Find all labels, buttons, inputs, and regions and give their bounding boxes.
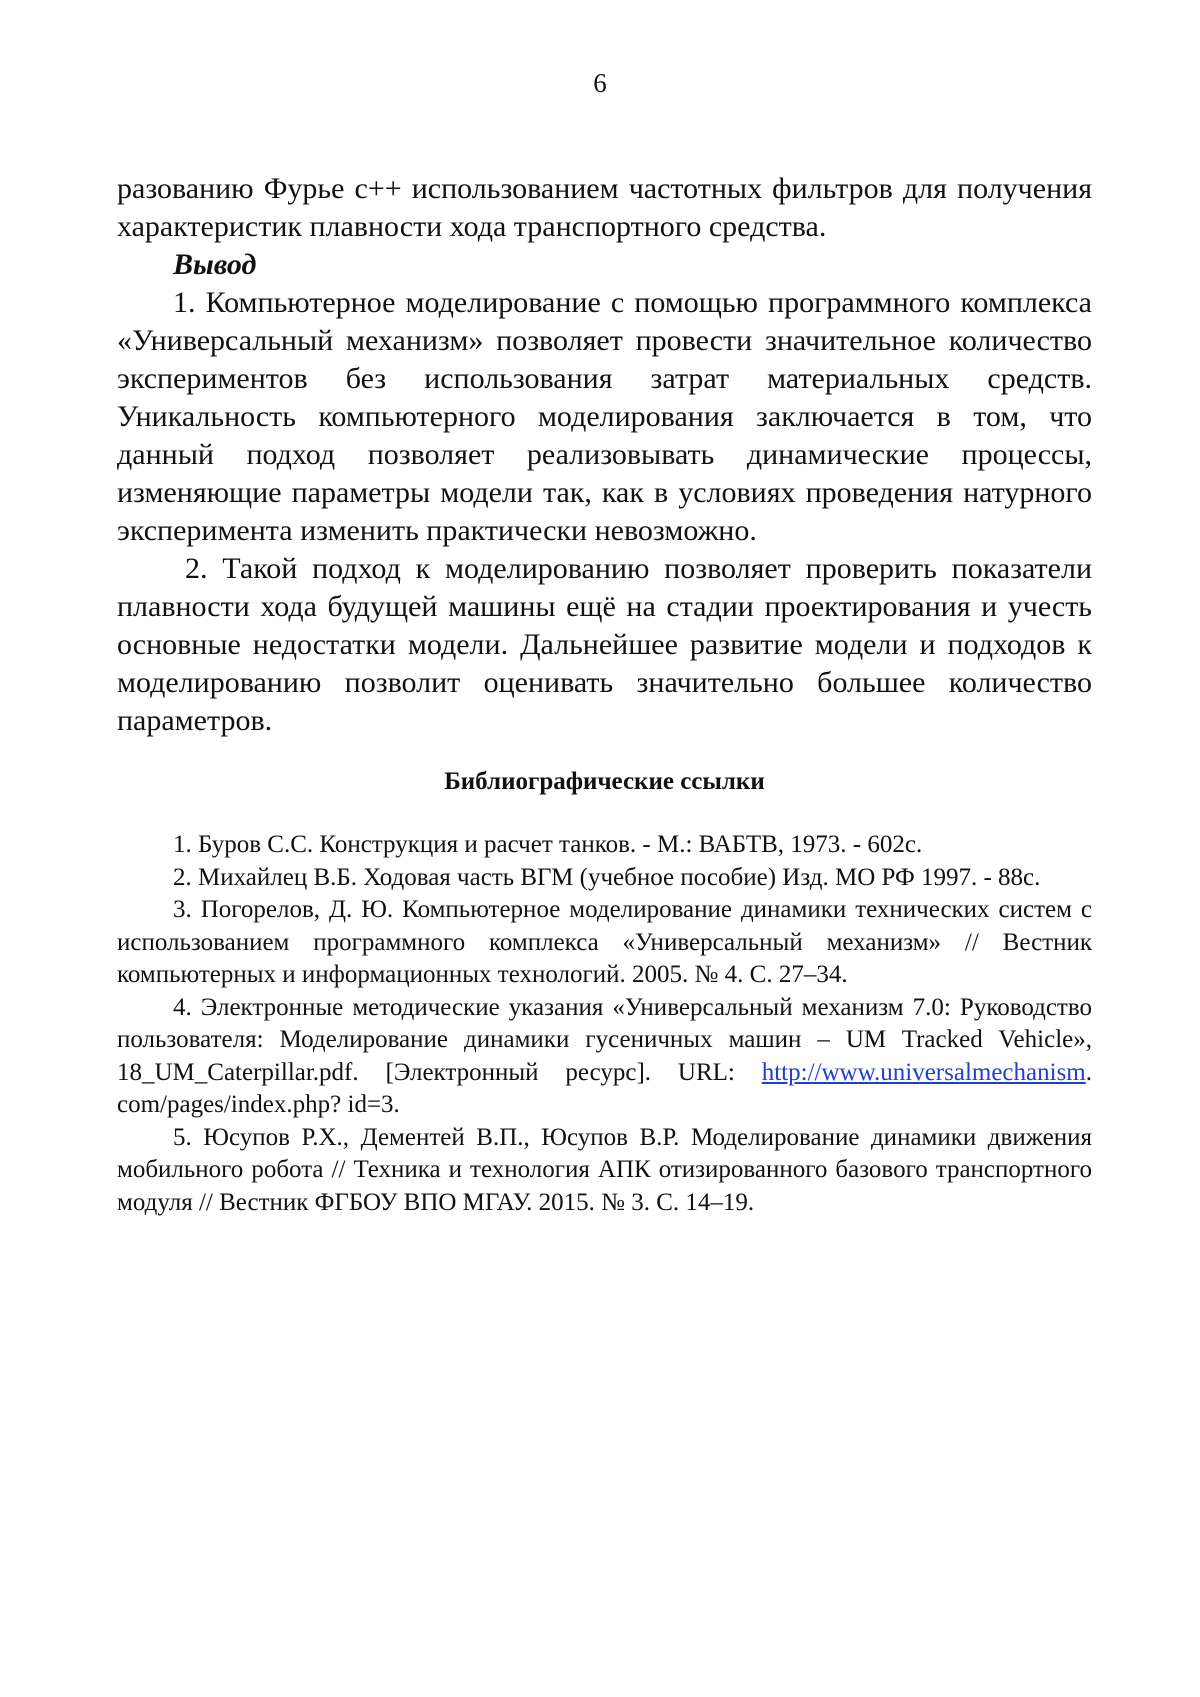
reference-item: 1. Буров С.С. Конструкция и расчет танков. - М.: ВАБТВ, 1973. - 602с.	[173, 831, 923, 858]
conclusion-paragraph-1: 1. Компьютерное моделирование с помощью программного комплекса «Универсальный механизм» позволяет провести значительное количество экспериментов без использования затрат материальных средств. Уникальность компьютерного моделирования заключается в том, что данный подход позволяет реализовывать динамические процессы, изменяющие параметры модели так, как в условиях проведения натурного эксперимента изменить практически невозможно.	[117, 286, 1092, 547]
reference-url-link[interactable]: http://www.universalmechanism	[761, 1058, 1086, 1086]
main-text	[117, 170, 1092, 740]
page-number: 6	[593, 68, 607, 98]
conclusion-paragraph-2: 2. Такой подход к моделированию позволяет проверить показатели плавности хода будущей машины ещё на стадии проектирования и учесть основные недостатки модели. Дальнейшее развитие модели и подходов к моделированию позволит оценивать значительно большее количество параметров.	[117, 552, 1092, 737]
reference-text: . com/pages/index.php? id=3.	[117, 1058, 1092, 1118]
reference-item	[117, 992, 1092, 1122]
reference-text: 4. Электронные методические указания «Универсальный механизм 7.0: Руководство пользователя: Моделирование динамики гусеничных машин – UM Tracked Vehicle», 18_UM_Caterpillar.pdf. [Электронный ресурс]. URL:	[117, 993, 1092, 1086]
reference-item: 3. Погорелов, Д. Ю. Компьютерное моделирование динамики технических систем с использованием программного комплекса «Универсальный механизм» // Вестник компьютерных и информационных технологий. 2005. № 4. С. 27–34.	[117, 896, 1092, 988]
intro-paragraph: разованию Фурье с++ использованием частотных фильтров для получения характеристик плавности хода транспортного средства.	[117, 172, 1092, 243]
conclusion-heading: Вывод	[173, 248, 257, 281]
references-list	[117, 829, 1092, 1219]
reference-item: 5. Юсупов Р.Х., Дементей В.П., Юсупов В.Р. Моделирование динамики движения мобильного робота // Техника и технология АПК отизированного базового транспортного модуля // Вестник ФГБОУ ВПО МГАУ. 2015. № 3. С. 14–19.	[117, 1123, 1092, 1216]
reference-item: 2. Михайлец В.Б. Ходовая часть ВГМ (учебное пособие) Изд. МО РФ 1997. - 88с.	[173, 863, 1041, 891]
references-title: Библиографические ссылки	[444, 768, 765, 795]
